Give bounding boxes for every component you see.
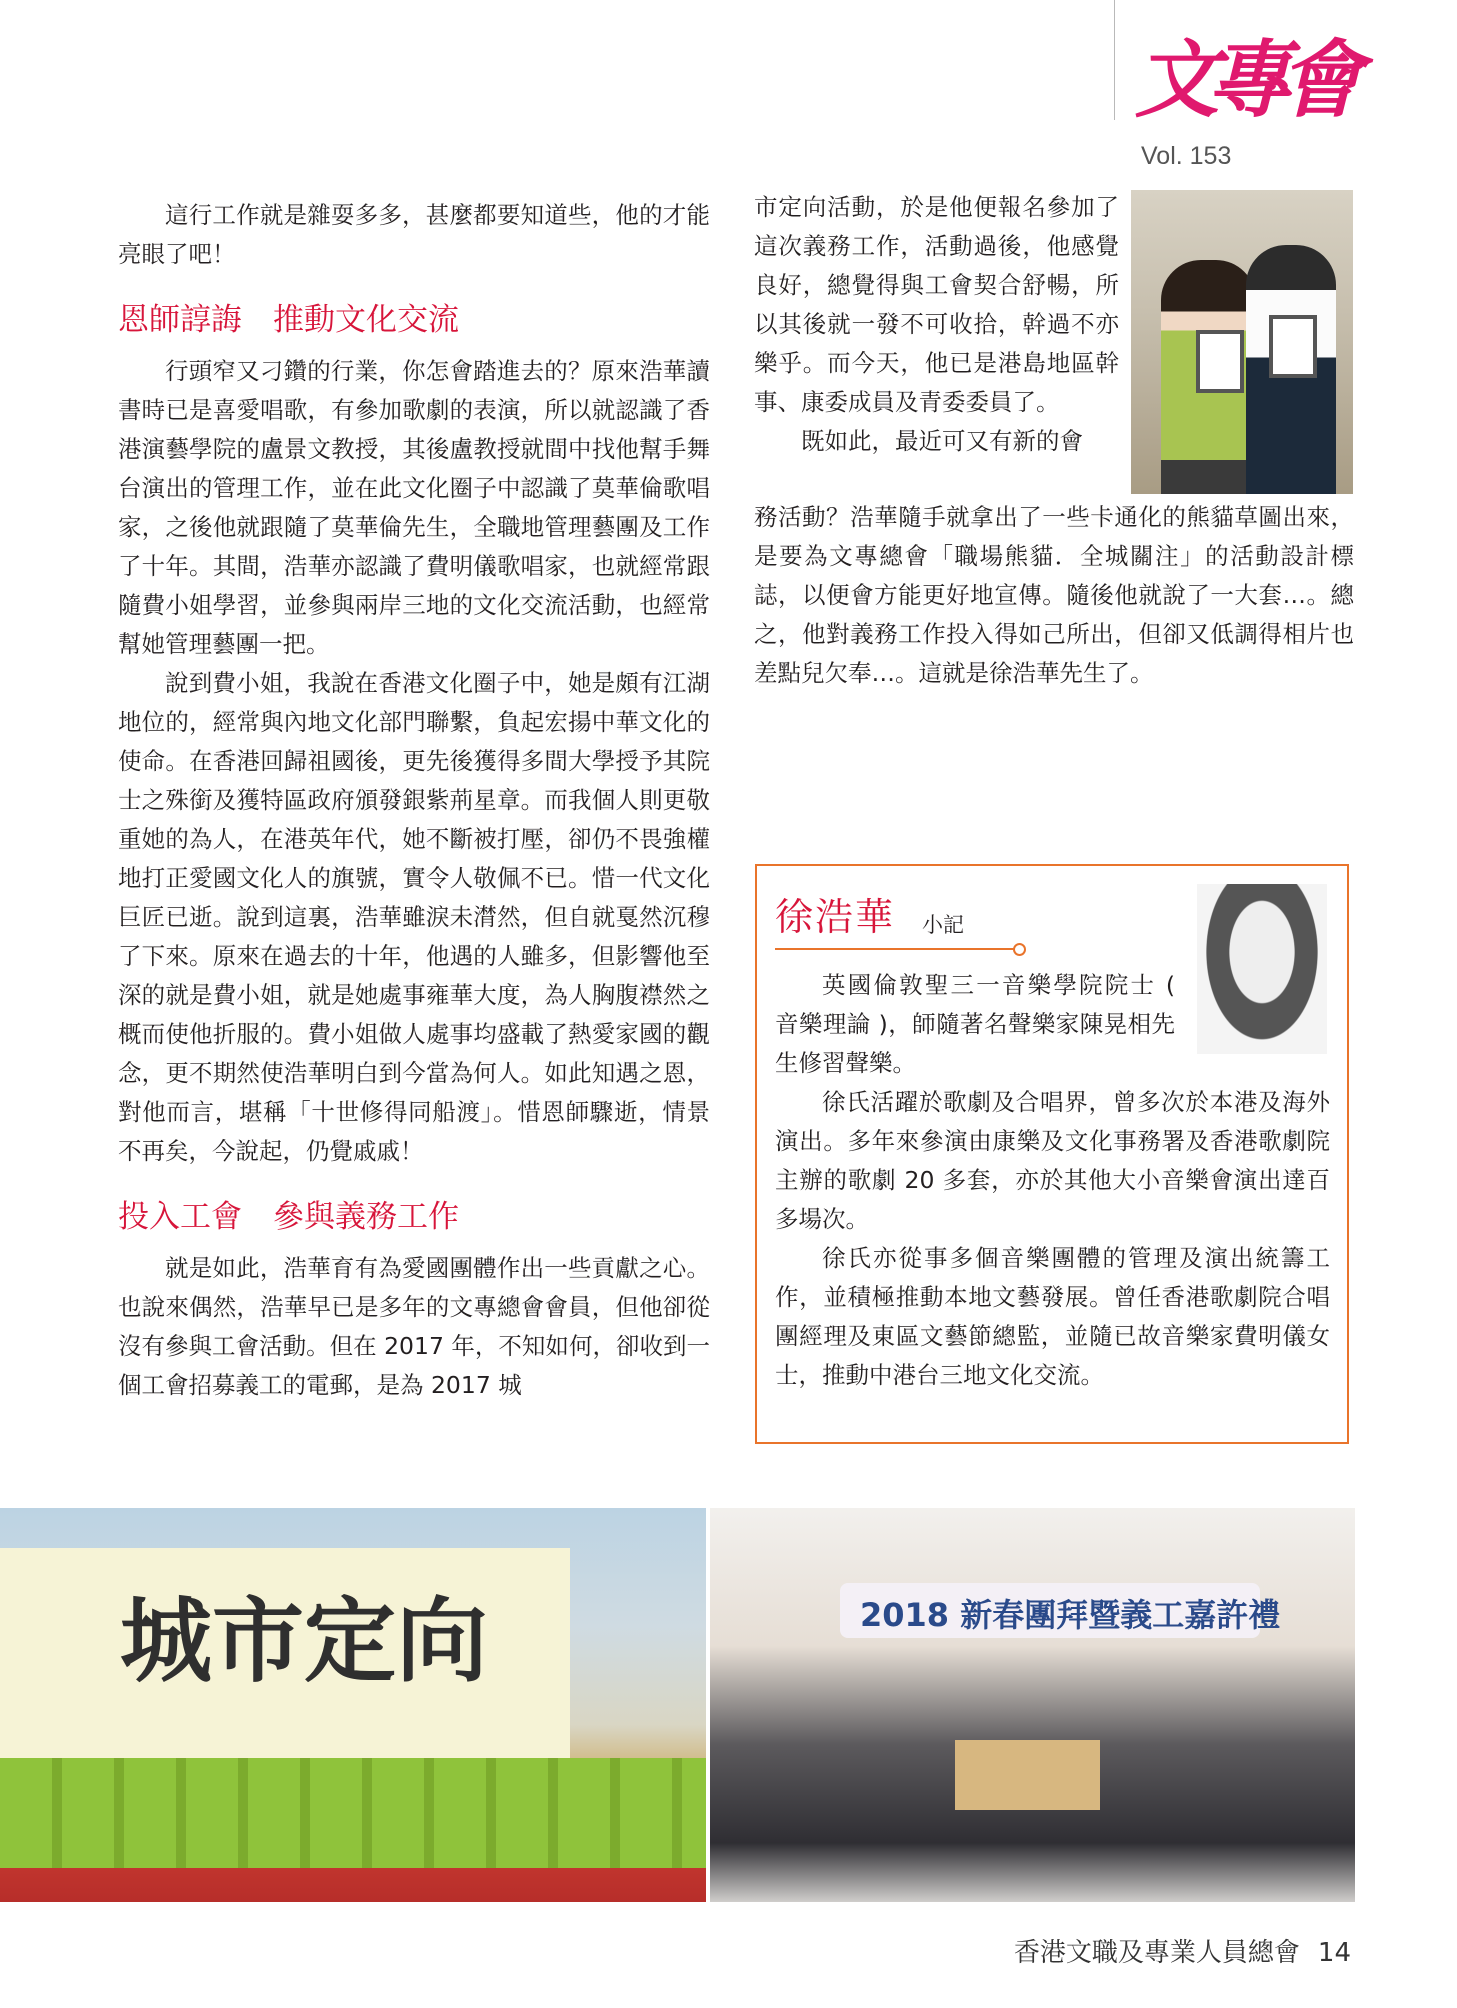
body-paragraph: 市定向活動，於是他便報名參加了這次義務工作，活動過後，他感覺良好，總覺得與工會契合舒暢，所以其後就一發不可收拾，幹過不亦樂乎。而今天，他已是港島地區幹事、康委成員及青委委員了。 <box>754 193 1119 416</box>
volunteer-group <box>0 1758 706 1868</box>
event-title: 城市定向 <box>120 1587 489 1695</box>
bronze-award-sign <box>955 1740 1100 1810</box>
header-divider <box>1114 0 1115 120</box>
footer-org: 香港文職及專業人員總會 <box>1013 1938 1300 1968</box>
profile-underline <box>775 948 1015 950</box>
certificate-frame <box>1269 315 1317 378</box>
body-paragraph: 務活動？浩華隨手就拿出了一些卡通化的熊貓草圖出來，是要為文專總會「職場熊貓．全城關注」的活動設計標誌，以便會方能更好地宣傳。隨後他就說了一大套…。總之，他對義務工作投入得如己所出，但卻又低調得相片也差點兒欠奉…。這就是徐浩華先生了。 <box>754 503 1354 687</box>
profile-box <box>755 864 1349 1444</box>
event-banner-text: 2018 新春團拜暨義工嘉許禮 <box>860 1596 1281 1634</box>
orienteering-event-photo <box>0 1508 706 1902</box>
profile-paragraph: 徐氏活躍於歌劇及合唱界，曾多次於本港及海外演出。多年來參演由康樂及文化事務署及香港歌劇院主辦的歌劇 20 多套，亦於其他大小音樂會演出達百多場次。 <box>775 1088 1330 1233</box>
right-column-continued <box>754 498 1354 693</box>
body-paragraph: 行頭窄又刁鑽的行業，你怎會踏進去的？原來浩華讀書時已是喜愛唱歌，有參加歌劇的表演，所以就認識了香港演藝學院的盧景文教授，其後盧教授就間中找他幫手舞台演出的管理工作，並在此文化圈子中認識了莫華倫歌唱家，之後他就跟隨了莫華倫先生，全職地管理藝團及工作了十年。其間，浩華亦認識了費明儀歌唱家，也就經常跟隨費小姐學習，並參與兩岸三地的文化交流活動，也經常幫她管理藝團一把。 <box>118 357 710 658</box>
profile-text <box>775 966 1330 1395</box>
award-ceremony-photo <box>710 1508 1355 1902</box>
left-column <box>118 196 710 1405</box>
logo-text: 文專會 <box>1135 30 1352 129</box>
volume-label: Vol. 153 <box>1141 142 1232 170</box>
page-number: 14 <box>1317 1938 1351 1968</box>
body-paragraph: 說到費小姐，我說在香港文化圈子中，她是頗有江湖地位的，經常與內地文化部門聯繫，負起宏揚中華文化的使命。在香港回歸祖國後，更先後獲得多間大學授予其院士之殊銜及獲特區政府頒發銀紫荊星章。而我個人則更敬重她的為人，在港英年代，她不斷被打壓，卻仍不畏強權地打正愛國文化人的旗號，實令人敬佩不已。惜一代文化巨匠已逝。說到這裏，浩華雖淚未潸然，但自就戛然沉穆了下來。原來在過去的十年，他遇的人雖多，但影響他至深的就是費小姐，就是她處事雍華大度，為人胸腹襟然之概而使他折服的。費小姐做人處事均盛載了熱愛家國的觀念，更不期然使浩華明白到今當為何人。如此知遇之恩，對他而言，堪稱「十世修得同船渡」。惜恩師驟逝，情景不再矣，今說起，仍覺戚戚！ <box>118 669 710 1165</box>
profile-paragraph: 徐氏亦從事多個音樂團體的管理及演出統籌工作，並積極推動本地文藝發展。曾任香港歌劇院合唱團經理及東區文藝節總監，並隨已故音樂家費明儀女士，推動中港台三地文化交流。 <box>775 1244 1330 1389</box>
section-heading-1: 恩師諄誨 推動文化交流 <box>118 302 459 338</box>
right-column-top <box>754 188 1119 461</box>
profile-role: 小記 <box>922 913 964 937</box>
body-paragraph: 既如此，最近可又有新的會 <box>801 427 1083 455</box>
profile-name: 徐浩華 <box>775 895 896 939</box>
magazine-logo <box>1135 30 1352 170</box>
profile-underline-dot <box>1013 943 1026 956</box>
body-paragraph: 就是如此，浩華育有為愛國團體作出一些貢獻之心。也說來偶然，浩華早已是多年的文專總會會員，但他卻從沒有參與工會活動。但在 2017 年，不知如何，卻收到一個工會招募義工的電郵，是為 2017 城 <box>118 1254 710 1399</box>
page-footer <box>1014 1932 1351 1969</box>
section-heading-2: 投入工會 參與義務工作 <box>118 1199 459 1235</box>
intro-paragraph: 這行工作就是雜耍多多，甚麼都要知道些，他的才能亮眼了吧！ <box>118 201 710 268</box>
certificate-frame <box>1196 330 1244 393</box>
award-photo <box>1131 190 1353 494</box>
profile-paragraph: 英國倫敦聖三一音樂學院院士 ( 音樂理論 )，師隨著名聲樂家陳晃相先生修習聲樂。 <box>775 971 1175 1077</box>
